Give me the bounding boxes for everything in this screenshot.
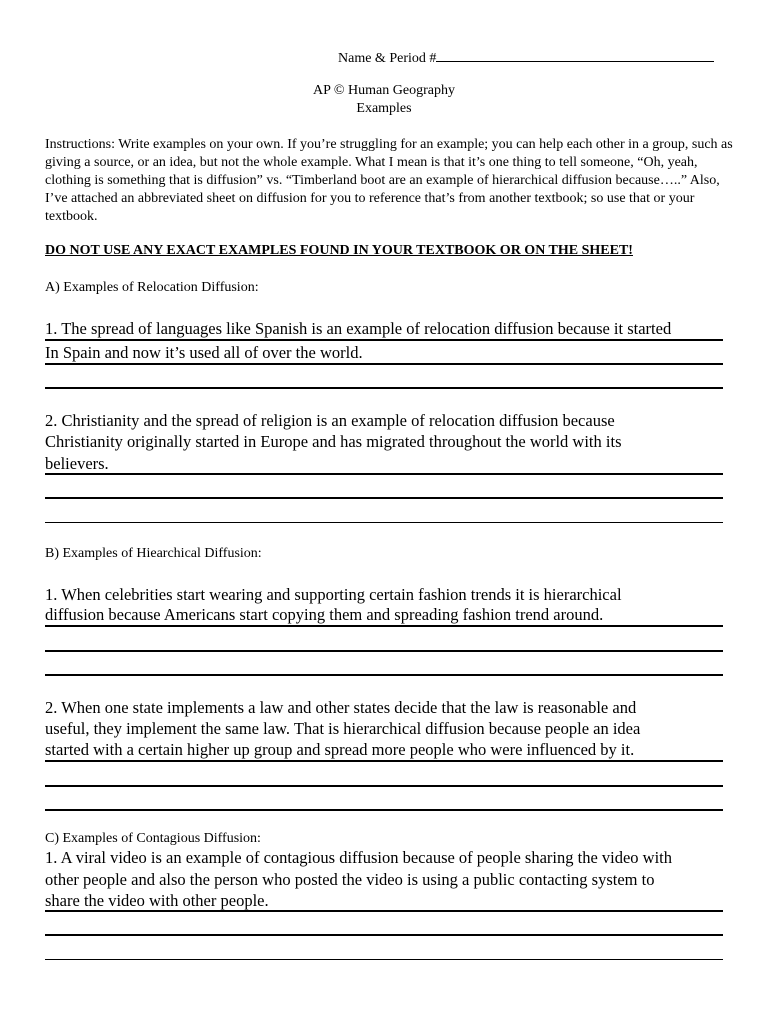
answer-line [45,522,723,523]
section-c-answer-1-line-1: 1. A viral video is an example of contagious diffusion because of people sharing the video with [45,848,673,867]
section-b-answer-2-line-1: 2. When one state implements a law and other states decide that the law is reasonable and [45,698,637,717]
answer-line [45,497,723,499]
answer-line [45,339,723,341]
instructions-text: Instructions: Write examples on your own. If you’re struggling for an example; you can help each other in a group, such as giving a source, or an idea, but not the whole example. What I mean is that it’s one thing to tell someone, “Oh, yeah, clothing is something that is diffusion” vs. “Timberland boot are an example of hierarchical diffusion because…..” Also, I’ve attached an abbreviated sheet on diffusion for you to reference that’s from another textbook; so use that or your textbook. [45,137,733,224]
section-a-answer-1-line-1: 1. The spread of languages like Spanish is an example of relocation diffusion because it started [45,319,672,338]
section-a-answer-2-line-1: 2. Christianity and the spread of religion is an example of relocation diffusion because [45,411,615,430]
name-period-blank[interactable] [436,47,714,62]
answer-line [45,473,723,475]
answer-line [45,363,723,365]
answer-line [45,785,723,787]
answer-line [45,959,723,960]
section-a-heading: A) Examples of Relocation Diffusion: [45,280,259,295]
answer-line [45,650,723,652]
warning-text: DO NOT USE ANY EXACT EXAMPLES FOUND IN YOUR TEXTBOOK OR ON THE SHEET! [45,243,633,258]
section-c-answer-1-line-3: share the video with other people. [45,891,269,910]
answer-line [45,934,723,936]
name-period-field[interactable] [338,47,728,68]
answer-line [45,625,723,627]
section-c-heading: C) Examples of Contagious Diffusion: [45,831,261,846]
section-b-answer-1-line-1: 1. When celebrities start wearing and supporting certain fashion trends it is hierarchical [45,585,622,604]
section-a-answer-2-line-3: believers. [45,454,109,473]
answer-line [45,674,723,676]
section-a-answer-2-line-2: Christianity originally started in Europe and has migrated throughout the world with its [45,432,622,451]
answer-line [45,760,723,762]
answer-line [45,387,723,389]
worksheet-subtitle: Examples [356,101,412,116]
section-b-answer-1-line-2: diffusion because Americans start copying them and spreading fashion trend around. [45,605,604,624]
section-c-answer-1-line-2: other people and also the person who posted the video is using a public contacting system to [45,870,655,889]
answer-line [45,809,723,811]
section-b-answer-2-line-2: useful, they implement the same law. That is hierarchical diffusion because people an idea [45,719,641,738]
section-b-heading: B) Examples of Hiearchical Diffusion: [45,546,262,561]
answer-line [45,910,723,912]
section-b-answer-2-line-3: started with a certain higher up group and spread more people who were influenced by it. [45,740,635,759]
course-title: AP © Human Geography [313,83,455,98]
section-a-answer-1-line-2: In Spain and now it’s used all of over the world. [45,343,363,362]
name-period-label: Name & Period # [338,51,437,66]
